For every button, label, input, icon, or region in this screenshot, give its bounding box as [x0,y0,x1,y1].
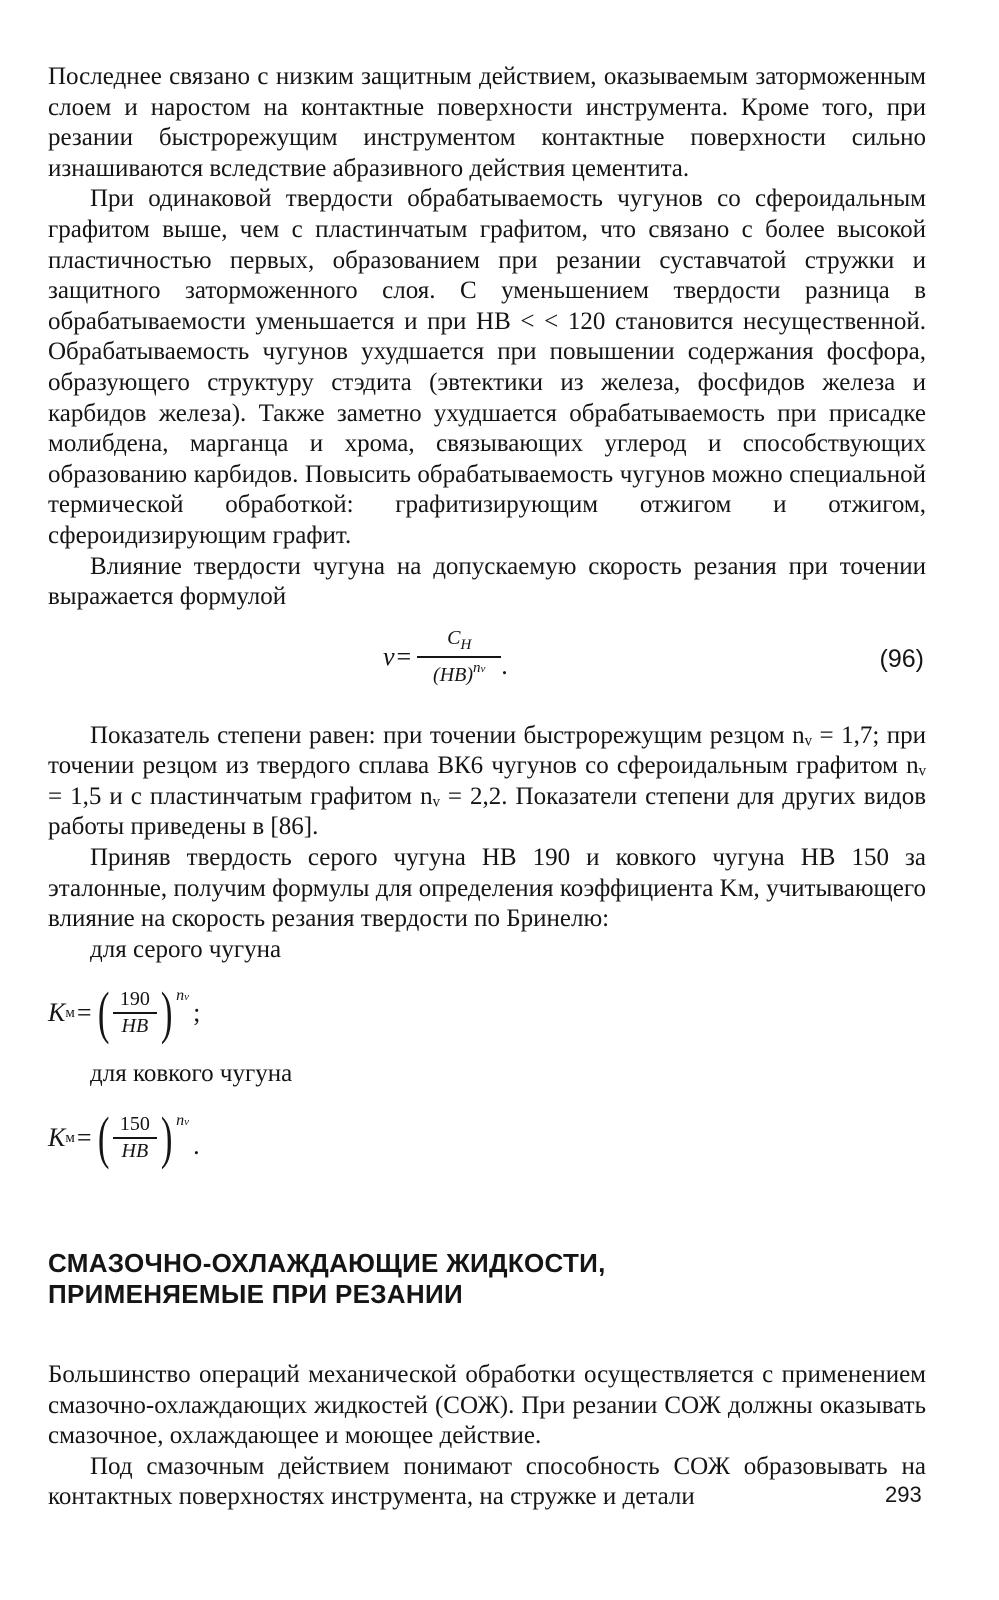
malleable-fraction [113,1113,157,1163]
grey-fraction [113,988,157,1038]
formula-grey [48,973,926,1053]
malleable-exponent [176,1112,189,1130]
formula-96-eq: = [396,641,412,671]
grey-exponent [176,987,189,1005]
exponent-symbol: n [176,987,185,1005]
equation-number: (96) [879,644,924,673]
section-heading-line-1: СМАЗОЧНО-ОХЛАЖДАЮЩИЕ ЖИДКОСТИ, [48,1248,606,1279]
exponent-subscript: v [480,662,486,675]
paragraph-5: Приняв твердость серого чугуна HB 190 и ковкого чугуна HB 150 за эталонные, получим формулы для определения коэффициента Kм, учитывающего влияние на скорость резания твердости по Бринелю: [48,844,926,933]
denominator-exponent [473,660,485,676]
fraction-bar [113,1012,157,1014]
formula-96-denominator [433,658,485,687]
k-symbol: K [48,998,66,1028]
paragraph-2: При одинаковой твердости обрабатываемость чугунов со сфероидальным графитом выше, чем с пластинчатым графитом, что связано с более высокой пластичностью первых, образованием при резании суставчатой стружки и защитного заторможенного слоя. С уменьшением твердости разница в обрабатываемости уменьшается и при HB < < 120 становится несущественной. Обрабатываемость чугунов ухудшается при повышении содержания фосфора, образующего структуру стэдита (эвтектики из железа, фосфидов железа и карбидов железа). Также заметно ухудшается обрабатываемость при присадке молибдена, марганца и хрома, связывающих углерод и способствующих образованию карбидов. Повысить обрабатываемость чугунов можно специальной термической обработкой: графитизирующим отжигом и отжигом, сфероидизирующим графит. [48,185,926,549]
fraction-bar [113,1137,157,1139]
k-subscript: м [65,1004,75,1021]
formula-96-expression [383,627,508,687]
k-subscript: м [65,1129,75,1146]
right-paren: ) [160,980,173,1046]
grey-cast-iron-lead: для серого чугуна [90,935,282,963]
formula-96-lhs: v [383,641,395,671]
numerator-symbol: C [447,626,461,649]
paragraph-3: Влияние твердости чугуна на допускаемую скорость резания при точении выражается формулой [48,552,926,611]
formula-end: ; [193,998,201,1028]
exponent-symbol: n [176,1112,185,1130]
formula-96 [48,627,926,715]
equals-sign: = [76,998,92,1028]
formula-96-end: . [501,650,508,680]
formula-96-numerator [437,627,481,656]
section-heading-line-2: ПРИМЕНЯЕМЫЕ ПРИ РЕЗАНИИ [48,1279,463,1310]
paragraph-1: Последнее связано с низким защитным действием, оказываемым заторможенным слоем и наростом на контактные поверхности инструмента. Кроме того, при резании быстрорежущим инструментом контактные поверхности сильно изнашиваются вследствие абразивного действия цементита. [48,63,926,182]
section-heading [48,1248,926,1310]
exponent-subscript: v [184,1116,190,1129]
left-paren: ( [97,980,109,1046]
paragraph-6: Большинство операций механической обработки осуществляется с применением смазочно-охлаждающих жидкостей (СОЖ). При резании СОЖ должны оказывать смазочное, охлаждающее и моющее действие. [48,1361,926,1450]
exponent-symbol: n [473,659,481,676]
grey-numerator: 190 [119,988,150,1011]
formula-malleable [48,1098,926,1178]
page-number: 293 [885,1482,922,1507]
paragraph-4: Показатель степени равен: при точении быстрорежущим резцом nᵥ = 1,7; при точении резцом из твердого сплава ВК6 чугунов со сфероидальным графитом nᵥ = 1,5 и с пластинчатым графитом nᵥ = 2,2. Показатели степени для других видов работы приведены в [86]. [48,721,926,841]
page-content [48,62,926,1513]
paragraph-7: Под смазочным действием понимают способность СОЖ образовывать на контактных поверхностях инструмента, на стружке и детали [48,1452,926,1511]
equals-sign: = [76,1123,92,1153]
formula-end: . [193,1131,200,1161]
k-symbol: K [48,1123,66,1153]
exponent-subscript: v [184,991,190,1004]
formula-96-fraction [417,627,501,687]
left-paren: ( [97,1105,109,1171]
malleable-denominator: HB [121,1140,149,1163]
grey-denominator: HB [121,1015,149,1038]
malleable-numerator: 150 [119,1113,150,1136]
right-paren: ) [160,1105,173,1171]
malleable-cast-iron-lead: для ковкого чугуна [90,1060,293,1088]
numerator-subscript: H [460,636,472,653]
denominator-base: (HB) [433,663,474,686]
